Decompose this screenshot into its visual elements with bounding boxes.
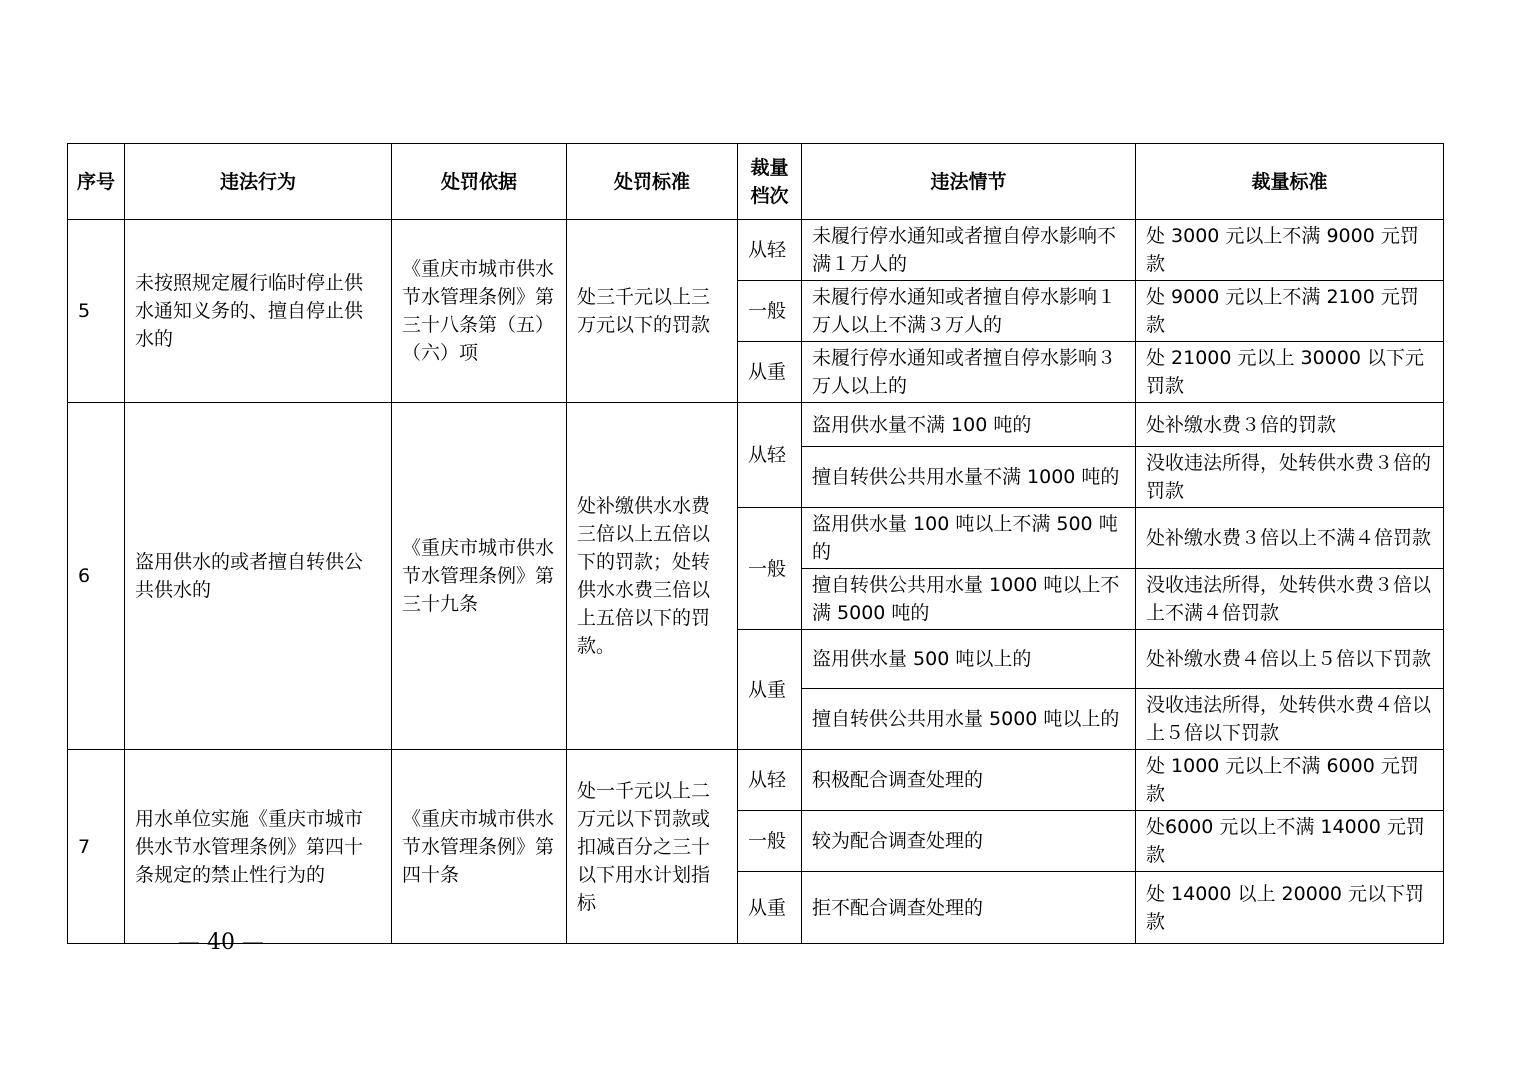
row-level: 从重	[738, 872, 802, 944]
row-standard: 处补缴供水水费三倍以上五倍以下的罚款；处转供水水费三倍以上五倍以下的罚款。	[567, 403, 738, 750]
row-circumstance: 擅自转供公共用水量 1000 吨以上不满 5000 吨的	[802, 569, 1136, 630]
table-row	[68, 750, 1444, 811]
penalty-discretion-table	[67, 143, 1444, 944]
row-level: 从轻	[738, 220, 802, 281]
row-discretion: 处补缴水费３倍以上不满４倍罚款	[1136, 508, 1444, 569]
row-circumstance: 盗用供水量不满 100 吨的	[802, 403, 1136, 447]
row-circumstance: 擅自转供公共用水量不满 1000 吨的	[802, 447, 1136, 508]
row-discretion: 处 21000 元以上 30000 以下元罚款	[1136, 342, 1444, 403]
row-discretion: 处补缴水费３倍的罚款	[1136, 403, 1444, 447]
row-circumstance: 未履行停水通知或者擅自停水影响３万人以上的	[802, 342, 1136, 403]
page-number: — 40 —	[178, 930, 264, 955]
row-basis: 《重庆市城市供水节水管理条例》第三十九条	[392, 403, 567, 750]
row-circumstance: 盗用供水量 100 吨以上不满 500 吨的	[802, 508, 1136, 569]
row-basis: 《重庆市城市供水节水管理条例》第三十八条第（五）（六）项	[392, 220, 567, 403]
row-discretion: 处 14000 以上 20000 元以下罚款	[1136, 872, 1444, 944]
header-behavior: 违法行为	[125, 144, 392, 220]
row-discretion: 处 3000 元以上不满 9000 元罚款	[1136, 220, 1444, 281]
row-standard: 处三千元以上三万元以下的罚款	[567, 220, 738, 403]
header-seq: 序号	[68, 144, 125, 220]
row-discretion: 处补缴水费４倍以上５倍以下罚款	[1136, 630, 1444, 689]
row-discretion: 没收违法所得，处转供水费３倍以上不满４倍罚款	[1136, 569, 1444, 630]
row-discretion: 没收违法所得，处转供水费４倍以上５倍以下罚款	[1136, 689, 1444, 750]
row-level: 从重	[738, 342, 802, 403]
row-circumstance: 盗用供水量 500 吨以上的	[802, 630, 1136, 689]
row-seq: 6	[68, 403, 125, 750]
row-circumstance: 未履行停水通知或者擅自停水影响１万人以上不满３万人的	[802, 281, 1136, 342]
row-basis: 《重庆市城市供水节水管理条例》第四十条	[392, 750, 567, 944]
table-row	[68, 403, 1444, 447]
row-level: 一般	[738, 811, 802, 872]
row-discretion: 处 9000 元以上不满 2100 元罚款	[1136, 281, 1444, 342]
row-behavior: 盗用供水的或者擅自转供公共供水的	[125, 403, 392, 750]
row-circumstance: 拒不配合调查处理的	[802, 872, 1136, 944]
row-level: 一般	[738, 281, 802, 342]
row-circumstance: 较为配合调查处理的	[802, 811, 1136, 872]
row-discretion: 处 1000 元以上不满 6000 元罚款	[1136, 750, 1444, 811]
header-level: 裁量 档次	[738, 144, 802, 220]
row-level: 从轻	[738, 403, 802, 508]
row-standard: 处一千元以上二万元以下罚款或扣减百分之三十以下用水计划指标	[567, 750, 738, 944]
row-behavior: 未按照规定履行临时停止供水通知义务的、擅自停止供水的	[125, 220, 392, 403]
row-discretion: 处6000 元以上不满 14000 元罚款	[1136, 811, 1444, 872]
row-circumstance: 擅自转供公共用水量 5000 吨以上的	[802, 689, 1136, 750]
header-circumstance: 违法情节	[802, 144, 1136, 220]
row-behavior: 用水单位实施《重庆市城市供水节水管理条例》第四十条规定的禁止性行为的	[125, 750, 392, 944]
row-circumstance: 未履行停水通知或者擅自停水影响不满１万人的	[802, 220, 1136, 281]
row-discretion: 没收违法所得，处转供水费３倍的罚款	[1136, 447, 1444, 508]
header-discretion: 裁量标准	[1136, 144, 1444, 220]
row-level: 从轻	[738, 750, 802, 811]
row-level: 一般	[738, 508, 802, 630]
header-standard: 处罚标准	[567, 144, 738, 220]
header-basis: 处罚依据	[392, 144, 567, 220]
header-row	[68, 144, 1444, 220]
table-row	[68, 220, 1444, 281]
row-seq: 5	[68, 220, 125, 403]
row-level: 从重	[738, 630, 802, 750]
row-seq: 7	[68, 750, 125, 944]
row-circumstance: 积极配合调查处理的	[802, 750, 1136, 811]
